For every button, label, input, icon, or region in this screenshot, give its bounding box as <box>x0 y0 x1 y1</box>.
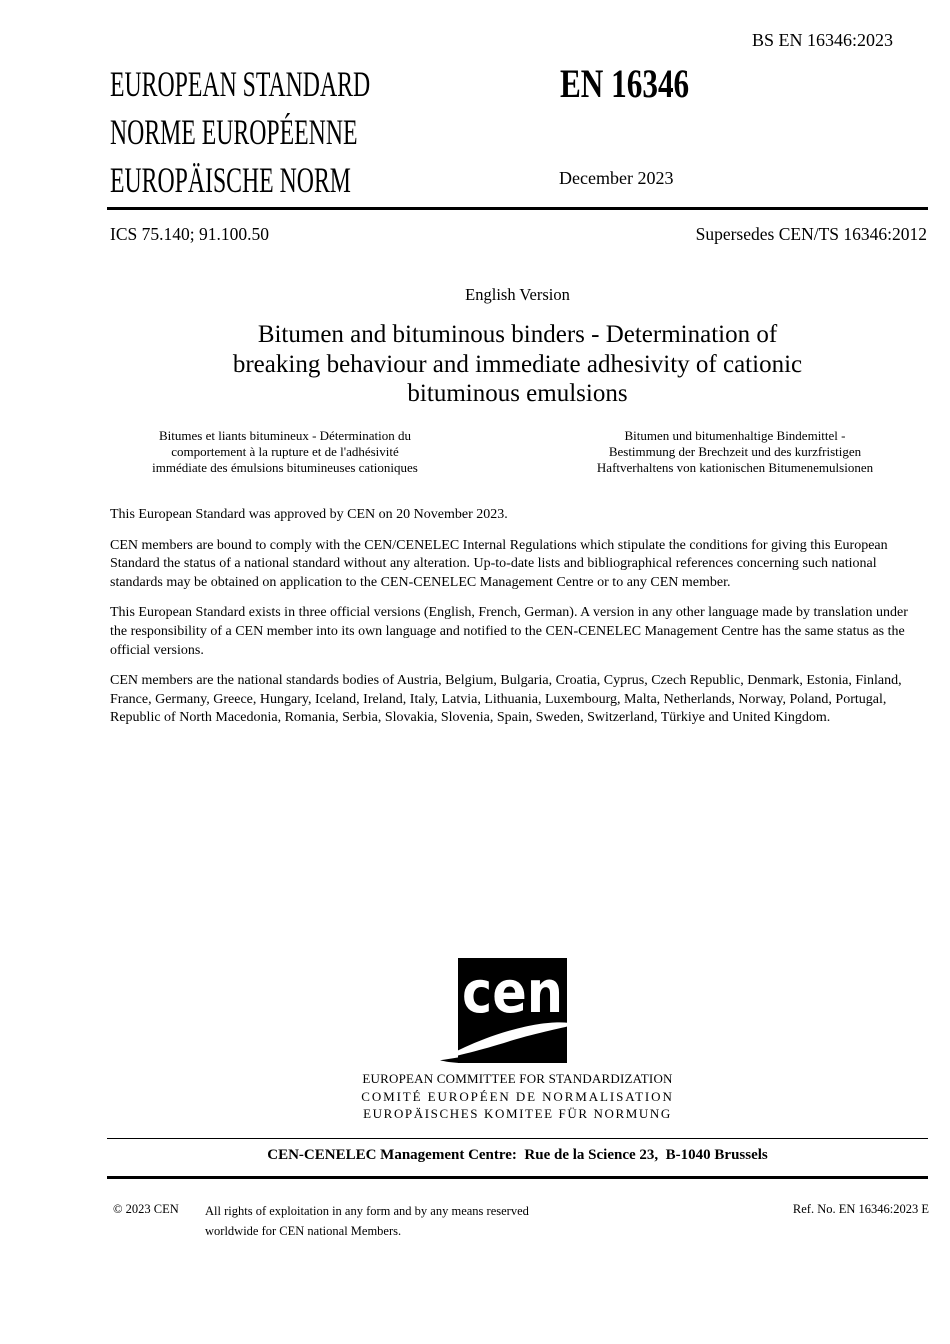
ics-codes: ICS 75.140; 91.100.50 <box>110 224 269 244</box>
versions-paragraph: This European Standard exists in three official versions (English, French, German). A version in any other language made by translation under the responsibility of a CEN member into its own language and notified to the CEN-CENELEC Management Centre has the same status as the official versions. <box>110 605 908 658</box>
title-fr-line: immédiate des émulsions bitumineuses cationiques <box>152 460 418 475</box>
title-fr-line: comportement à la rupture et de l'adhésivité <box>171 444 399 459</box>
committee-line-de: EUROPÄISCHES KOMITEE FÜR NORMUNG <box>363 1106 672 1122</box>
title-de-line: Haftverhaltens von kationischen Bitumenemulsionen <box>596 460 874 475</box>
members-paragraph: CEN members are the national standards bodies of Austria, Belgium, Bulgaria, Croatia, Cyprus, Czech Republic, Denmark, Estonia, Finland, France, Germany, Greece, Hungary, Iceland, Ireland, Italy, Latvia, Lithuania, Luxembourg, Malta, Netherlands, Norway, Poland, Portugal, Republic of North Macedonia, Romania, Serbia, Slovakia, Slovenia, Spain, Sweden, Switzerland, Türkiye and United Kingdom. <box>110 673 902 726</box>
title-de-line: Bitumen und bitumenhaltige Bindemittel - <box>624 428 846 443</box>
committee-line-fr: COMITÉ EUROPÉEN DE NORMALISATION <box>361 1088 674 1104</box>
reference-number: Ref. No. EN 16346:2023 E <box>792 1202 929 1216</box>
publication-date: December 2023 <box>559 168 674 188</box>
title-line: breaking behaviour and immediate adhesivity of cationic <box>232 350 803 378</box>
rights-line: worldwide for CEN national Members. <box>205 1223 402 1238</box>
footer-divider-thin <box>107 1138 928 1139</box>
title-french <box>95 428 475 476</box>
header-divider <box>107 207 928 210</box>
regulations-paragraph: CEN members are bound to comply with the CEN/CENELEC Internal Regulations which stipulate the conditions for giving this European Standard the status of a national standard without any alteration. Up-to-date lists and bibliographical references concerning such national standards may be obtained on application to the CEN-CENELEC Management Centre or to any CEN member. <box>110 537 888 590</box>
rights-statement <box>205 1202 529 1241</box>
header-title-german: EUROPÄISCHE NORM <box>110 160 351 200</box>
footer-divider-thick <box>107 1176 928 1179</box>
bs-reference: BS EN 16346:2023 <box>751 30 893 50</box>
body-text <box>110 506 925 740</box>
cen-logo <box>440 956 577 1063</box>
header-title-english: EUROPEAN STANDARD <box>110 64 371 104</box>
rights-line: All rights of exploitation in any form and by any means reserved <box>205 1204 529 1218</box>
version-label: English Version <box>465 285 570 304</box>
cen-logo-text: cen <box>462 958 563 1026</box>
copyright-notice: © 2023 CEN <box>113 1202 179 1216</box>
title-de-line: Bestimmung der Brechzeit und des kurzfristigen <box>608 444 862 459</box>
management-centre-address: CEN-CENELEC Management Centre: Rue de la Science 23, B-1040 Brussels <box>267 1147 768 1163</box>
title-fr-line: Bitumes et liants bitumineux - Détermination du <box>158 428 411 443</box>
title-german <box>545 428 925 476</box>
committee-line-en: EUROPEAN COMMITTEE FOR STANDARDIZATION <box>362 1071 673 1086</box>
approval-paragraph: This European Standard was approved by CEN on 20 November 2023. <box>110 507 508 522</box>
title-line: bituminous emulsions <box>407 380 628 407</box>
title-line: Bitumen and bituminous binders - Determination of <box>257 321 778 348</box>
title-english <box>110 320 925 409</box>
committee-names <box>110 1070 925 1123</box>
supersedes-note: Supersedes CEN/TS 16346:2012 <box>695 224 927 244</box>
header-title-french: NORME EUROPÉENNE <box>110 112 358 152</box>
standard-number: EN 16346 <box>560 61 690 106</box>
